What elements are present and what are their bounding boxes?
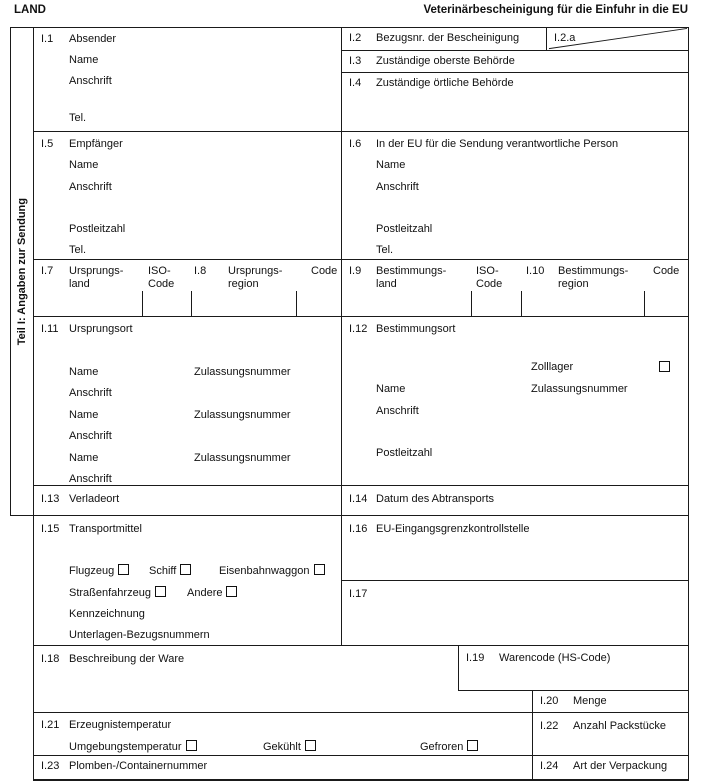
i22-number: I.22 [540,720,559,732]
i11-label: Ursprungsort [69,323,133,335]
country-label: LAND [14,4,46,16]
i8-number: I.8 [194,265,207,277]
box-i2-bezugsnr [341,27,547,51]
i3-number: I.3 [349,55,362,67]
i21-label: Erzeugnistemperatur [69,719,172,731]
i5-name-label: Name [69,159,99,171]
i15-unterlagen-label: Unterlagen-Bezugsnummern [69,629,210,641]
i17-number: I.17 [349,588,368,600]
i7-column-divider [142,291,143,317]
i5-plz-label: Postleitzahl [69,223,126,235]
box-i17 [341,580,689,646]
i12-name-label: Name [376,383,406,395]
i6-label: In der EU für die Sendung verantwortliche Person [376,138,619,150]
i15-andere-option: Andere [187,586,237,599]
box-i14-datum-abtransport [341,485,689,516]
i7-label: Ursprungs- land [69,265,124,290]
i11-zulassung2-label: Zulassungsnummer [194,409,291,421]
i14-number: I.14 [349,493,368,505]
i5-number: I.5 [41,138,54,150]
i21-gefroren-option: Gefroren [420,740,478,753]
box-i6-verantwortliche-person [341,131,689,260]
box-i20-menge [532,690,689,713]
box-i4-oertliche-behoerde [341,72,689,132]
i11-zulassung3-label: Zulassungsnummer [194,452,291,464]
i6-name-label: Name [376,159,406,171]
i21-number: I.21 [41,719,60,731]
i2-number: I.2 [349,32,362,44]
i9-label: Bestimmungs- land [376,265,447,290]
strassenfahrzeug-checkbox[interactable] [155,586,166,597]
i1-tel-label: Tel. [69,112,87,124]
box-i23-plombennummer [33,755,533,781]
i4-label: Zuständige örtliche Behörde [376,77,514,89]
i1-label: Absender [69,33,117,45]
box-i5-empfaenger [33,131,342,260]
i10-number: I.10 [526,265,545,277]
eisenbahnwaggon-checkbox[interactable] [314,564,325,575]
i20-number: I.20 [540,695,559,707]
i12-zolllager-label: Zolllager [531,361,574,373]
i18-label: Beschreibung der Ware [69,653,185,665]
i5-tel-label: Tel. [69,244,87,256]
i16-number: I.16 [349,523,368,535]
i13-number: I.13 [41,493,60,505]
box-i9-i10-bestimmung [341,259,689,317]
i8-code-column-divider [296,291,297,317]
andere-checkbox[interactable] [226,586,237,597]
i15-schiff-option: Schiff [149,564,191,577]
i11-number: I.11 [41,323,59,335]
sidebar-label: Teil I: Angaben zur Sendung [16,197,28,346]
zolllager-checkbox[interactable] [659,361,670,372]
i11-name3-label: Name [69,452,99,464]
i9-column-divider [471,291,472,317]
i23-number: I.23 [41,760,60,772]
i13-label: Verladeort [69,493,120,505]
i19-number: I.19 [466,652,485,664]
box-i13-verladeort [33,485,342,516]
i15-eisenbahnwaggon-option: Eisenbahnwaggon [219,564,325,577]
box-i19-warencode [458,645,689,691]
box-i16-grenzkontrollstelle [341,515,689,581]
box-i24-art-verpackung [532,755,689,781]
i5-anschrift-label: Anschrift [69,181,112,193]
gefroren-checkbox[interactable] [467,740,478,751]
box-i15-transportmittel [33,515,342,646]
i23-label: Plomben-/Containernummer [69,760,208,772]
i2-label: Bezugsnr. der Bescheinigung [376,32,520,44]
i15-label: Transportmittel [69,523,142,535]
gekuehlt-checkbox[interactable] [305,740,316,751]
i21-gekuehlt-option: Gekühlt [263,740,316,753]
i9-number: I.9 [349,265,362,277]
i16-label: EU-Eingangsgrenzkontrollstelle [376,523,530,535]
i11-name1-label: Name [69,366,99,378]
i12-plz-label: Postleitzahl [376,447,433,459]
i15-strassenfahrzeug-option: Straßenfahrzeug [69,586,166,599]
i6-anschrift-label: Anschrift [376,181,419,193]
i8-code-label: Code [311,265,338,277]
box-i11-ursprungsort [33,316,342,486]
i10-code-column-divider [644,291,645,317]
part-one-sidebar [10,27,34,516]
i12-label: Bestimmungsort [376,323,456,335]
page-title: Veterinärbescheinigung für die Einfuhr in die EU [423,4,688,16]
i7-number: I.7 [41,265,54,277]
box-i21-erzeugnistemperatur [33,712,533,756]
i11-zulassung1-label: Zulassungsnummer [194,366,291,378]
box-i2a [546,27,689,51]
i10-code-label: Code [653,265,680,277]
i24-label: Art der Verpackung [573,760,668,772]
box-i1-absender [33,27,342,132]
box-i3-oberste-behoerde [341,50,689,73]
box-i22-anzahl-packstuecke [532,712,689,756]
i12-number: I.12 [349,323,368,335]
i15-flugzeug-option: Flugzeug [69,564,129,577]
i3-label: Zuständige oberste Behörde [376,55,515,67]
i20-label: Menge [573,695,607,707]
i22-label: Anzahl Packstücke [573,720,666,732]
i11-anschrift2-label: Anschrift [69,430,112,442]
i8-label: Ursprungs- region [228,265,283,290]
i7-iso-column-divider [191,291,192,317]
i10-label: Bestimmungs- region [558,265,629,290]
i21-umgebung-option: Umgebungstemperatur [69,740,197,753]
flugzeug-checkbox[interactable] [118,564,129,575]
i6-tel-label: Tel. [376,244,394,256]
i19-label: Warencode (HS-Code) [499,652,611,664]
i7-iso-code-label: ISO- Code [148,265,175,290]
i6-number: I.6 [349,138,362,150]
schiff-checkbox[interactable] [180,564,191,575]
i1-anschrift-label: Anschrift [69,75,112,87]
i15-number: I.15 [41,523,60,535]
i5-label: Empfänger [69,138,123,150]
i18-number: I.18 [41,653,60,665]
i11-name2-label: Name [69,409,99,421]
i24-number: I.24 [540,760,559,772]
i11-anschrift1-label: Anschrift [69,387,112,399]
i15-kennzeichnung-label: Kennzeichnung [69,608,145,620]
i6-plz-label: Postleitzahl [376,223,433,235]
i9-iso-column-divider [521,291,522,317]
i12-zulassung-label: Zulassungsnummer [531,383,628,395]
i9-iso-code-label: ISO- Code [476,265,503,290]
i1-number: I.1 [41,33,54,45]
box-i12-bestimmungsort [341,316,689,486]
i4-number: I.4 [349,77,362,89]
i11-anschrift3-label: Anschrift [69,473,112,485]
i2a-number: I.2.a [554,32,576,44]
i1-name-label: Name [69,54,99,66]
box-i7-i8-ursprung [33,259,342,317]
umgebungstemperatur-checkbox[interactable] [186,740,197,751]
i12-anschrift-label: Anschrift [376,405,419,417]
i14-label: Datum des Abtransports [376,493,495,505]
